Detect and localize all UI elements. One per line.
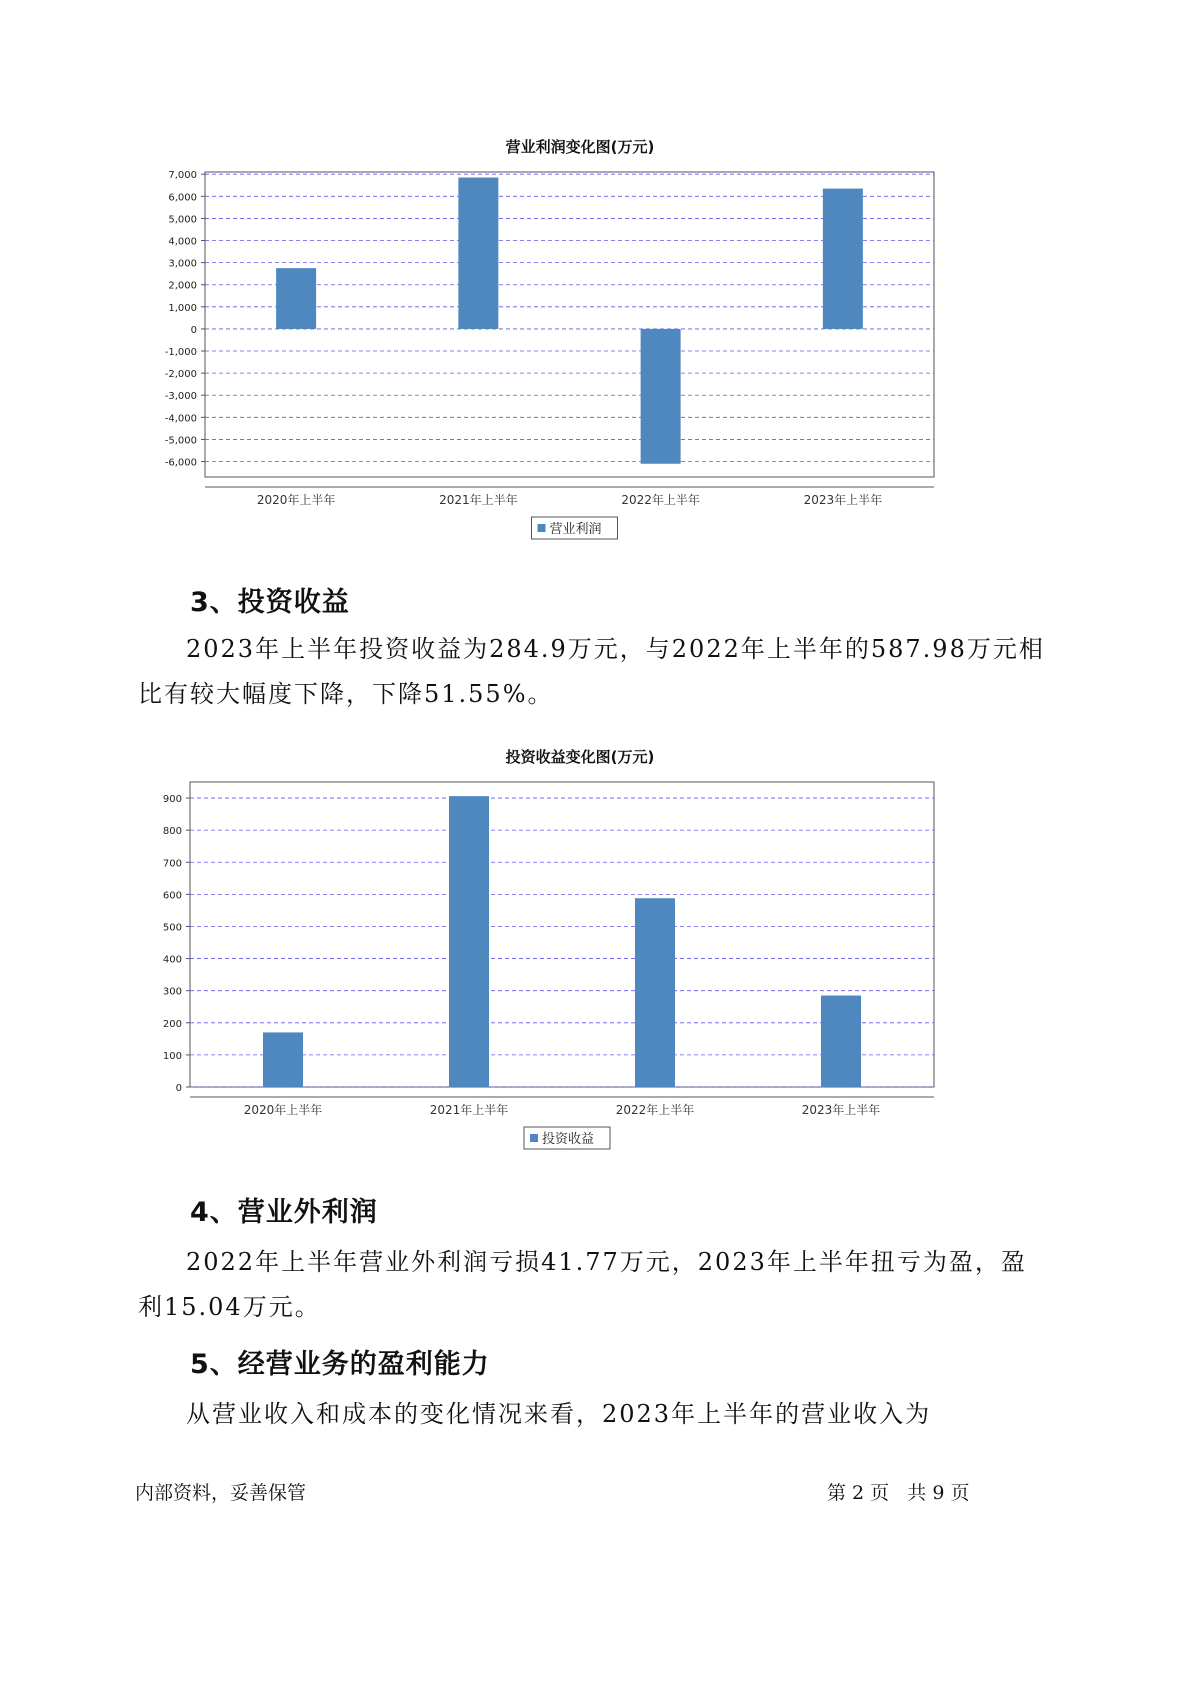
y-tick-label: 400 bbox=[162, 954, 182, 966]
y-tick-label: -3,000 bbox=[164, 391, 197, 403]
y-tick-label: -4,000 bbox=[164, 413, 197, 425]
chart-svg bbox=[150, 738, 1010, 1168]
x-tick-label: 2023年上半年 bbox=[801, 1103, 881, 1117]
paragraph-line: 比有较大幅度下降，下降51.55%。 bbox=[138, 680, 554, 708]
y-tick-label: 900 bbox=[162, 794, 182, 806]
y-tick-label: 700 bbox=[162, 858, 182, 870]
y-tick-label: 4,000 bbox=[168, 236, 197, 248]
x-tick-label: 2023年上半年 bbox=[803, 493, 883, 507]
y-tick-label: 6,000 bbox=[168, 192, 197, 204]
y-tick-label: -1,000 bbox=[164, 347, 197, 359]
paragraph-line: 2022年上半年营业外利润亏损41.77万元，2023年上半年扭亏为盈，盈 bbox=[186, 1248, 1027, 1276]
bar bbox=[458, 178, 498, 329]
x-tick-label: 2021年上半年 bbox=[429, 1103, 509, 1117]
y-tick-label: 7,000 bbox=[168, 170, 197, 182]
bar bbox=[641, 329, 681, 464]
bar bbox=[276, 268, 316, 329]
y-tick-label: 0 bbox=[175, 1083, 182, 1094]
y-tick-label: 600 bbox=[162, 890, 182, 902]
x-tick-label: 2020年上半年 bbox=[256, 493, 336, 507]
y-tick-label: 500 bbox=[162, 922, 182, 934]
operating-profit-chart bbox=[150, 128, 1010, 558]
section-heading: 3、投资收益 bbox=[190, 587, 350, 618]
legend-swatch bbox=[530, 1134, 538, 1142]
legend-label: 营业利润 bbox=[549, 522, 602, 537]
legend-label: 投资收益 bbox=[542, 1132, 595, 1147]
x-tick-label: 2022年上半年 bbox=[615, 1103, 695, 1117]
y-tick-label: 200 bbox=[162, 1018, 182, 1030]
bar bbox=[449, 796, 489, 1087]
y-tick-label: 5,000 bbox=[168, 214, 197, 226]
footer-page-number: 第 2 页 共 9 页 bbox=[827, 1482, 970, 1504]
x-tick-label: 2022年上半年 bbox=[621, 493, 700, 507]
y-tick-label: -6,000 bbox=[164, 457, 197, 469]
bar bbox=[263, 1032, 303, 1087]
y-tick-label: 800 bbox=[162, 826, 182, 838]
legend-swatch bbox=[538, 524, 546, 532]
legend bbox=[532, 517, 618, 539]
investment-income-chart bbox=[150, 738, 1010, 1168]
y-tick-label: -2,000 bbox=[164, 369, 197, 381]
footer-left: 内部资料，妥善保管 bbox=[135, 1482, 307, 1504]
paragraph-line: 2023年上半年投资收益为284.9万元，与2022年上半年的587.98万元相 bbox=[186, 635, 1045, 663]
paragraph-line: 从营业收入和成本的变化情况来看，2023年上半年的营业收入为 bbox=[186, 1400, 932, 1428]
chart-title: 营业利润变化图(万元) bbox=[505, 138, 655, 156]
chart-title: 投资收益变化图(万元) bbox=[505, 748, 655, 766]
bar bbox=[635, 898, 675, 1087]
section-heading: 5、经营业务的盈利能力 bbox=[190, 1349, 490, 1380]
x-tick-label: 2021年上半年 bbox=[439, 493, 518, 507]
section-paragraph bbox=[138, 1240, 1027, 1330]
bar bbox=[821, 996, 861, 1087]
y-tick-label: 100 bbox=[162, 1050, 182, 1062]
bar bbox=[823, 189, 863, 329]
paragraph-line: 利15.04万元。 bbox=[138, 1293, 321, 1321]
section-paragraph bbox=[138, 627, 1045, 717]
chart-svg bbox=[150, 128, 1010, 558]
y-tick-label: 3,000 bbox=[168, 258, 197, 270]
y-tick-label: 2,000 bbox=[168, 280, 197, 292]
y-tick-label: 0 bbox=[190, 324, 197, 336]
x-tick-label: 2020年上半年 bbox=[243, 1103, 323, 1117]
section-heading: 4、营业外利润 bbox=[190, 1197, 378, 1228]
section-paragraph bbox=[138, 1392, 931, 1437]
y-tick-label: 300 bbox=[162, 986, 182, 998]
y-tick-label: -5,000 bbox=[164, 435, 197, 447]
y-tick-label: 1,000 bbox=[168, 302, 197, 314]
legend bbox=[524, 1127, 610, 1149]
